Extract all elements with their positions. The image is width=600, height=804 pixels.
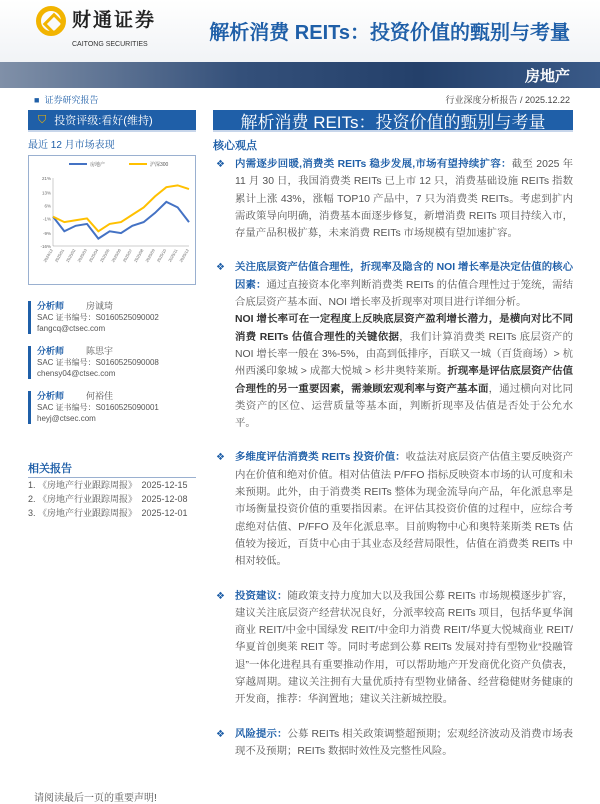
analyst-card [28,391,196,424]
point-multidim [213,449,573,570]
point-bold-text: 折现率是评估底层资产估值合理性的另一重要因素，需兼顾宏观利率与资产基本面 [235,366,574,395]
point-heading: 投资建议： [235,590,288,602]
analyst-name: 陈思宇 [86,346,114,356]
analyst-name: 何裕佳 [86,391,114,401]
point-recommendation [213,588,573,709]
analyst-card [28,301,196,334]
x-tick-label: 2025/11 [167,248,179,263]
analyst-sac: SAC 证书编号：S0160525090002 [37,313,159,322]
related-reports [28,460,196,520]
analyst-role: 分析师 [37,391,65,401]
square-icon: ■ [34,95,40,105]
sector-banner [0,62,600,88]
point-heading: 多维度评估消费类 REITs 投资价值： [235,452,406,464]
y-tick-label: -9% [42,231,51,237]
point-text: 通过直接资本化率判断消费类 REITs 的估值合理性过于笼统，需结合底层资产基本面、NOI 增长率及折现率对项目进行详细分析。 [235,279,574,309]
footer-disclaimer: 请阅读最后一页的重要声明! [34,793,157,804]
x-tick-label: 2025/07 [121,248,134,264]
diamond-bullet-icon: ❖ [216,452,225,464]
header-title: 解析消费 REITs：投资价值的甄别与考量 [209,22,570,44]
diamond-bullet-icon: ❖ [216,590,225,602]
related-report-item[interactable]: 2. 《房地产行业跟踪周报》 2025-12-08 [28,494,188,504]
legend-label: 沪深300 [150,162,169,168]
core-heading: 核心观点 [213,140,257,152]
analyst-list [28,301,196,424]
x-tick-label: 2025/09 [144,248,156,264]
point-text: 随政策支持力度加大以及我国公募 REITs 市场规模逐步扩容，建议关注底层资产经营状况良好，分派率较高 REITs 项目，包括华夏华润商业 REIT/中金中国绿发 REIT/中金印力消费 REIT/华夏大悦城商业 REIT/华夏首创奥莱 REIT 等。同时考虑到公募 REITs 发展对持有型物业“投融管退”一体化进程具有重要推动作用，可以帮助地产开发商优化资产负债表，穿越周期。建议关注拥有大量优质持有型物业储备、经营稳健财务健康的开发商，推荐：华润置地；建议关注新城控股。 [235,590,573,706]
analyst-card [28,346,196,379]
point-valuation [213,259,573,432]
shield-icon: ⛉ [38,113,47,126]
logo-mark-icon [36,6,66,36]
rating-label: 投资评级:看好(维持) [54,115,153,127]
company-logo [36,6,156,36]
analyst-sac: SAC 证书编号：S0160525090001 [37,403,159,412]
report-type-label: 证券研究报告 [44,95,99,105]
main-title: 解析消费 REITs：投资价值的甄别与考量 [213,110,573,132]
chart-title: 最近 12 月市场表现 [28,140,115,151]
point-text: ，我们计算消费类 REITs 底层资产的 NOI 增长率一般在 3%-5%，由高到低排序，百联又一城（百货商场）> 杭州西溪印象城 > 成都大悦城 > 杉井奥特莱斯。 [235,331,574,378]
analyst-email[interactable]: heyj@ctsec.com [37,414,96,423]
rating-box [28,110,196,132]
point-heading: 关注底层资产估值合理性，折现率及隐含的 NOI 增长率是决定估值的核心因素： [235,262,573,291]
x-tick-label: 2025/06 [110,248,122,264]
analyst-email[interactable]: chensy04@ctsec.com [37,369,116,378]
point-text: 公募 REITs 相关政策调整超预期；宏观经济波动及消费市场表现不及预期；REITs 数据时效性及完整性风险。 [235,728,573,757]
related-report-item[interactable]: 3. 《房地产行业跟踪周报》 2025-12-01 [28,508,188,518]
x-tick-label: 2025/04 [87,248,100,264]
y-tick-label: 13% [41,190,51,196]
point-heading: 内需逐步回暖,消费类 REITs 稳步发展,市场有望持续扩容： [235,159,512,170]
x-tick-label: 2025/10 [155,248,168,264]
related-heading: 相关报告 [28,460,196,478]
x-tick-label: 2025/12 [178,248,190,264]
x-tick-label: 2025/03 [76,248,88,264]
legend-label: 房地产 [90,162,106,168]
chart-svg [29,156,195,284]
y-tick-label: -1% [42,216,51,222]
diamond-bullet-icon: ❖ [216,728,225,740]
analyst-role: 分析师 [37,346,65,356]
analyst-role: 分析师 [37,301,65,311]
report-type [34,93,98,106]
logo-text: 财通证券 [72,10,157,31]
point-text: 收益法对底层资产估值主要反映资产内在价值和绝对价值。相对估值法 P/FFO 指标反映资本市场的认可度和未来预期。此外，由于消费类 REITs 整体为现金流导向产品，年化派息率是市场衡量投资价值的重要指因素。在评估其投资价值的过程中，应综合考虑绝对估值、P/FFO 及年化派息率。目前购物中心和奥特莱斯类 RETs 估值较为接近，百货中心由于其业态及经营局限性，估值在消费类 REITs 中相对较低。 [235,452,573,568]
page-header [0,0,600,62]
x-tick-label: 2025/01 [53,248,66,264]
report-date: 行业深度分析报告 / 2025.12.22 [445,95,570,105]
analyst-name: 房诚琦 [86,301,114,311]
logo-english: CAITONG SECURITIES [72,41,148,48]
point-text: 截至 2025 年 11 月 30 日，我国消费类 REITs 已上市 12 只，消费基础设施 REITs 指数累计上涨 43%，涨幅 TOP10 产品中，7 只为消费类 REITs。考虑到扩内需政策导向明确，消费基本面逐步修复，新增消费 REITs 项目持续入市，存量产品积极扩募，未来消费 REITs 市场规模有望加速扩容。 [235,159,573,240]
analyst-sac: SAC 证书编号：S0160525090008 [37,358,159,367]
x-tick-label: 2025/08 [132,248,145,264]
sector-label: 房地产 [524,68,570,85]
point-heading: 风险提示： [235,728,288,740]
related-report-item[interactable]: 1. 《房地产行业跟踪周报》 2025-12-15 [28,480,188,490]
point-bold-text: NOI 增长率可在一定程度上反映底层资产盈利增长潜力，是横向对比不同消费 REITs 估值合理性的关键依据 [235,314,573,343]
analyst-email[interactable]: fangcq@ctsec.com [37,324,106,333]
diamond-bullet-icon: ❖ [216,262,225,274]
y-tick-label: 6% [44,203,51,209]
x-tick-label: 2025/02 [64,248,77,264]
point-text: ，通过横向对比同类资产的区位、运营质量等基本面，判断折现率及估值是否处于公允水平。 [235,383,574,430]
y-tick-label: -16% [40,244,51,249]
market-chart [28,155,196,285]
series-line-1 [53,185,189,231]
x-tick-label: 2024/12 [42,248,54,264]
point-risk [213,726,573,761]
point-demand [213,156,573,242]
y-tick-label: 21% [41,176,51,181]
x-tick-label: 2025/05 [98,248,111,264]
core-points [213,156,573,760]
diamond-bullet-icon: ❖ [216,159,225,170]
